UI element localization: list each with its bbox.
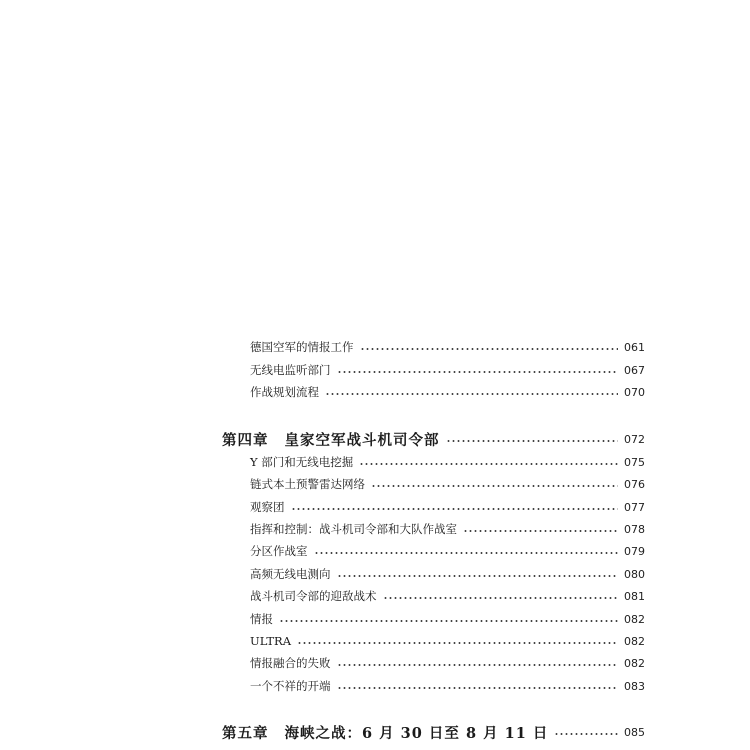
chapter-page: 072 bbox=[624, 432, 645, 446]
toc-entry-page: 061 bbox=[624, 340, 645, 354]
chapter-number: 第四章 bbox=[222, 431, 269, 449]
toc-entry-title: 作战规划流程 bbox=[250, 385, 319, 399]
dot-leader bbox=[337, 575, 619, 577]
toc-entry-page: 076 bbox=[624, 477, 645, 491]
dot-leader bbox=[291, 508, 619, 510]
toc-entry[interactable] bbox=[250, 453, 645, 471]
toc-entry-title: 情报 bbox=[250, 612, 273, 626]
toc-entry[interactable] bbox=[250, 565, 645, 583]
dot-leader bbox=[279, 620, 618, 622]
toc-chapter-4[interactable] bbox=[222, 428, 645, 450]
dot-leader bbox=[360, 348, 619, 350]
toc-entry[interactable] bbox=[250, 632, 645, 650]
dot-leader bbox=[554, 733, 618, 735]
toc-chapter-5[interactable] bbox=[222, 721, 645, 743]
toc-entry-title: 战斗机司令部的迎敌战术 bbox=[250, 589, 377, 603]
dot-leader bbox=[337, 371, 619, 373]
dot-leader bbox=[297, 642, 618, 644]
toc-entry-page: 083 bbox=[624, 679, 645, 693]
toc-entry-title: 情报融合的失败 bbox=[250, 656, 331, 670]
dot-leader bbox=[359, 463, 618, 465]
toc-entry-page: 077 bbox=[624, 500, 645, 514]
chapter-heading bbox=[222, 429, 440, 450]
toc-entry[interactable] bbox=[250, 542, 645, 560]
toc-entry[interactable] bbox=[250, 361, 645, 379]
toc-entry-page: 082 bbox=[624, 612, 645, 626]
dot-leader bbox=[337, 664, 619, 666]
toc-entry[interactable] bbox=[250, 520, 645, 538]
toc-entry-title: 指挥和控制：战斗机司令部和大队作战室 bbox=[250, 522, 457, 536]
chapter-page: 085 bbox=[624, 725, 645, 739]
toc-entry-title: 链式本土预警雷达网络 bbox=[250, 477, 365, 491]
dot-leader bbox=[337, 687, 619, 689]
toc-entry-page: 079 bbox=[624, 544, 645, 558]
chapter-title: 海峡之战：6 月 30 日至 8 月 11 日 bbox=[284, 724, 549, 742]
chapter-title: 皇家空军战斗机司令部 bbox=[284, 431, 440, 449]
toc-entry-page: 082 bbox=[624, 656, 645, 670]
toc-entry-page: 070 bbox=[624, 385, 645, 399]
dot-leader bbox=[371, 485, 618, 487]
toc-entry-title: Y 部门和无线电挖掘 bbox=[250, 455, 354, 469]
toc-entry[interactable] bbox=[250, 338, 645, 356]
toc-entry[interactable] bbox=[250, 475, 645, 493]
dot-leader bbox=[383, 597, 619, 599]
toc-entry-title: ULTRA bbox=[250, 634, 292, 648]
toc-entry-page: 075 bbox=[624, 455, 645, 469]
toc-entry-title: 高频无线电测向 bbox=[250, 567, 331, 581]
toc-entry-title: 观察团 bbox=[250, 500, 285, 514]
toc-entry-title: 一个不祥的开端 bbox=[250, 679, 331, 693]
toc-entry[interactable] bbox=[250, 383, 645, 401]
toc-entry-page: 067 bbox=[624, 363, 645, 377]
dot-leader bbox=[314, 552, 619, 554]
chapter-number: 第五章 bbox=[222, 724, 269, 742]
dot-leader bbox=[463, 530, 618, 532]
toc-entry-page: 080 bbox=[624, 567, 645, 581]
toc-entry-page: 078 bbox=[624, 522, 645, 536]
toc-entry-page: 082 bbox=[624, 634, 645, 648]
toc-entry[interactable] bbox=[250, 610, 645, 628]
chapter-heading bbox=[222, 722, 548, 743]
dot-leader bbox=[446, 440, 619, 442]
toc-entry[interactable] bbox=[250, 677, 645, 695]
toc-entry-title: 分区作战室 bbox=[250, 544, 308, 558]
toc-entry[interactable] bbox=[250, 587, 645, 605]
toc-entry[interactable] bbox=[250, 498, 645, 516]
toc-entry[interactable] bbox=[250, 654, 645, 672]
dot-leader bbox=[325, 393, 618, 395]
toc-entry-title: 德国空军的情报工作 bbox=[250, 340, 354, 354]
toc-entry-page: 081 bbox=[624, 589, 645, 603]
toc-entry-title: 无线电监听部门 bbox=[250, 363, 331, 377]
